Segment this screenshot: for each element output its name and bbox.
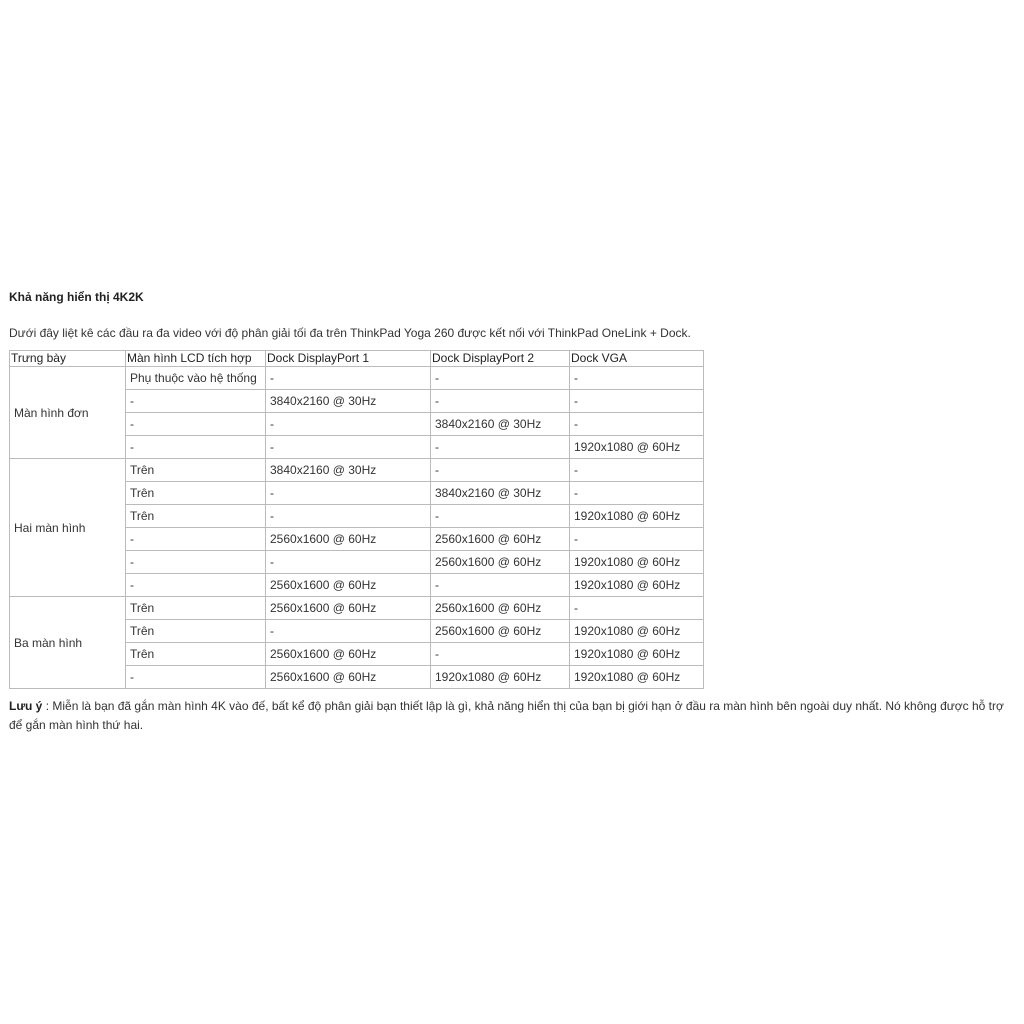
table-cell: 1920x1080 @ 60Hz (570, 643, 704, 666)
table-cell: Trên (126, 597, 266, 620)
table-cell: - (266, 620, 431, 643)
table-header-row (10, 351, 704, 367)
table-row (10, 459, 704, 482)
table-cell: 3840x2160 @ 30Hz (266, 459, 431, 482)
header-cell: Dock DisplayPort 1 (266, 351, 431, 367)
table-cell: 1920x1080 @ 60Hz (570, 666, 704, 689)
table-cell: - (266, 436, 431, 459)
table-cell: - (126, 390, 266, 413)
table-cell: Trên (126, 482, 266, 505)
table-cell: Trên (126, 643, 266, 666)
table-cell: 2560x1600 @ 60Hz (266, 597, 431, 620)
table-cell: - (266, 367, 431, 390)
table-cell: - (570, 482, 704, 505)
table-cell: - (266, 505, 431, 528)
table-cell: 1920x1080 @ 60Hz (570, 620, 704, 643)
table-cell: 3840x2160 @ 30Hz (431, 482, 570, 505)
table-cell: - (431, 390, 570, 413)
group-label-cell: Màn hình đơn (10, 367, 126, 459)
header-cell: Dock VGA (570, 351, 704, 367)
note-separator: : (42, 699, 53, 713)
table-cell: Trên (126, 620, 266, 643)
table-cell: - (266, 482, 431, 505)
note-text: Miễn là bạn đã gắn màn hình 4K vào đế, bất kể độ phân giải bạn thiết lập là gì, khả năng hiển thị của bạn bị giới hạn ở đầu ra màn hình bên ngoài duy nhất. Nó không được hỗ trợ để gắn màn hình thứ hai. (9, 699, 1004, 732)
table-cell: 1920x1080 @ 60Hz (570, 436, 704, 459)
table-cell: - (126, 436, 266, 459)
table-cell: 1920x1080 @ 60Hz (570, 551, 704, 574)
table-cell: - (431, 436, 570, 459)
table-cell: 2560x1600 @ 60Hz (431, 551, 570, 574)
table-cell: - (126, 413, 266, 436)
table-cell: - (570, 390, 704, 413)
table-cell: - (570, 597, 704, 620)
table-cell: - (431, 367, 570, 390)
table-cell: 2560x1600 @ 60Hz (266, 643, 431, 666)
note-paragraph (9, 697, 1019, 735)
table-cell: 2560x1600 @ 60Hz (431, 597, 570, 620)
table-cell: - (570, 413, 704, 436)
table-cell: 1920x1080 @ 60Hz (570, 505, 704, 528)
note-label: Lưu ý (9, 699, 43, 713)
table-cell: - (431, 505, 570, 528)
section-heading: Khả năng hiển thị 4K2K (9, 290, 144, 304)
table-cell: 2560x1600 @ 60Hz (266, 666, 431, 689)
article-content (9, 286, 1017, 735)
group-label-cell: Hai màn hình (10, 459, 126, 597)
display-capability-table (9, 350, 704, 689)
table-cell: - (431, 459, 570, 482)
table-cell: 2560x1600 @ 60Hz (431, 620, 570, 643)
group-label-cell: Ba màn hình (10, 597, 126, 689)
table-cell: 2560x1600 @ 60Hz (431, 528, 570, 551)
table-cell: 1920x1080 @ 60Hz (570, 574, 704, 597)
table-cell: 1920x1080 @ 60Hz (431, 666, 570, 689)
table-cell: - (266, 413, 431, 436)
table-cell: - (126, 528, 266, 551)
table-cell: - (570, 528, 704, 551)
table-cell: - (431, 574, 570, 597)
table-cell: 2560x1600 @ 60Hz (266, 528, 431, 551)
intro-paragraph: Dưới đây liệt kê các đầu ra đa video với độ phân giải tối đa trên ThinkPad Yoga 260 được kết nối với ThinkPad OneLink + Dock. (9, 326, 691, 340)
table-row (10, 367, 704, 390)
table-cell: - (431, 643, 570, 666)
table-cell: - (126, 666, 266, 689)
table-cell: - (126, 574, 266, 597)
table-row (10, 597, 704, 620)
table-cell: - (266, 551, 431, 574)
header-cell: Màn hình LCD tích hợp (126, 351, 266, 367)
table-cell: - (570, 367, 704, 390)
header-cell: Trưng bày (10, 351, 126, 367)
header-cell: Dock DisplayPort 2 (431, 351, 570, 367)
table-cell: 3840x2160 @ 30Hz (266, 390, 431, 413)
table-body (10, 367, 704, 689)
table-cell: 3840x2160 @ 30Hz (431, 413, 570, 436)
table-cell: - (126, 551, 266, 574)
table-cell: 2560x1600 @ 60Hz (266, 574, 431, 597)
table-cell: Trên (126, 505, 266, 528)
table-cell: Trên (126, 459, 266, 482)
table-cell: Phụ thuộc vào hệ thống (126, 367, 266, 390)
table-cell: - (570, 459, 704, 482)
